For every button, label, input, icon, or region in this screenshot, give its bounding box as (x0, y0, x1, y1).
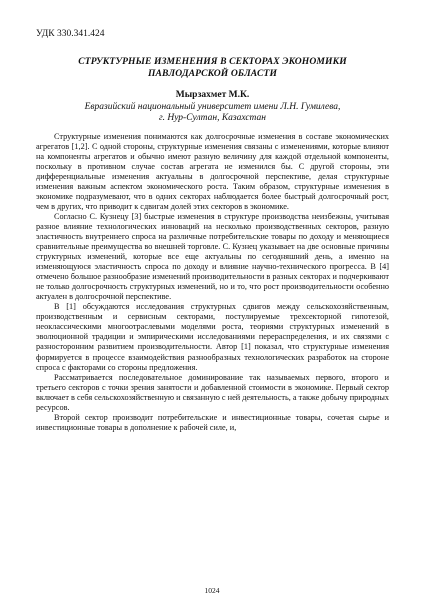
body-paragraph: В [1] обсуждаются исследования структурных сдвигов между сельскохозяйственным, производственным и сервисным секторами, постулируемые трехсекторной гипотезой, неоклассическими многоотраслевыми моделями роста, теориями структурных изменений в эволюционной традиции и эмпирическими исследованиями перераспределения, и их связями с разносторонним развитием производительности. Автор [1] показал, что структурные изменения формируется в процессе взаимодействия разнообразных технологических разработок на стороне спроса с факторами со стороны предложения. (36, 302, 389, 372)
body-paragraph: Структурные изменения понимаются как долгосрочные изменения в составе экономических агрегатов [1,2]. С одной стороны, структурные изменения связаны с изменениями, которые влияют на компоненты агрегатов и обычно имеют разную величину для каждой отдельной компоненты, поскольку в противном случае состав агрегата не изменился бы. С другой стороны, эти дифференциальные изменения актуальны в долгосрочной перспективе, делая структурные изменения важным аспектом экономического роста. Таким образом, структурные изменения в экономике подразумевают, что в одних секторах наблюдается более быстрый долгосрочный рост, чем в других, что приводит к сдвигам долей этих секторов в экономике. (36, 131, 389, 211)
article-title (36, 56, 389, 79)
author-location: г. Нур-Султан, Казахстан (159, 113, 266, 123)
author-block (36, 90, 389, 125)
paper-page (36, 28, 389, 433)
article-body (36, 132, 389, 433)
body-paragraph: Второй сектор производит потребительские и инвестиционные товары, сочетая сырье и инвестиционные товары в дополнение к рабочей силе, и, (36, 412, 389, 432)
title-line: ПАВЛОДАРСКОЙ ОБЛАСТИ (147, 67, 278, 79)
body-paragraph: Согласно С. Кузнецу [3] быстрые изменения в структуре производства неизбежны, учитывая разное влияние технологических инноваций на несколько производственных секторов, разную эластичность внутреннего спроса на различные потребительские товары по доходу и меняющиеся сравнительные преимущества во внешней торговле. С. Кузнец указывает на две основные причины структурных изменений, которые все еще актуальны по сегодняшний день, а именно на изменяющуюся эластичность спроса по доходу и влияние научно-технического прогресса. В [4] отмечено большое разнообразие изменений производительности в разных секторах и подчеркивают не только долгосрочность структурных изменений, но и то, что рост производительности особенно актуален в долгосрочной перспективе. (36, 211, 389, 302)
author-affiliation: Евразийский национальный университет имени Л.Н. Гумилева, (84, 101, 341, 112)
body-paragraph: Рассматривается последовательное доминирование так называемых первого, второго и третьего секторов с точки зрения занятости и добавленной стоимости в экономике. Первый сектор включает в себя сельскохозяйственную и связанную с ней деятельность, а также добычу природных ресурсов. (36, 372, 389, 412)
udk-code: УДК 330.341.424 (36, 29, 105, 39)
page-number: 1024 (204, 586, 220, 595)
author-name: Мырзахмет М.К. (175, 90, 250, 100)
title-line: СТРУКТУРНЫЕ ИЗМЕНЕНИЯ В СЕКТОРАХ ЭКОНОМИКИ (78, 56, 347, 67)
